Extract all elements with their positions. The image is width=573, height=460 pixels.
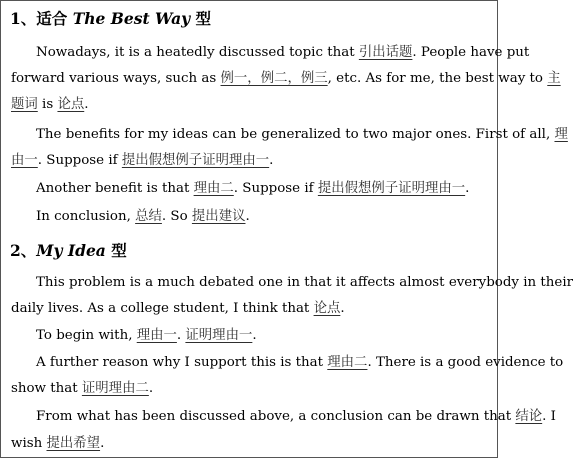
line-text: The benefits for my ideas can be generalized to two major ones. First of all,	[36, 127, 555, 142]
line-text: Another benefit is that	[36, 181, 194, 196]
line-text: This problem is a much debated one in that it affects almost everybody in their	[36, 275, 573, 290]
placeholder-blank: 引出话题	[358, 45, 413, 60]
line-text: .	[465, 181, 470, 196]
section-1-heading-prefix: 1、适合	[10, 9, 68, 28]
line-text: . There is a good evidence to	[367, 355, 564, 370]
placeholder-blank: 题词	[11, 97, 38, 112]
s2-line	[36, 408, 556, 426]
line-text: . Suppose if	[233, 181, 318, 196]
placeholder-blank: 论点	[313, 301, 341, 316]
line-text: is	[37, 97, 58, 112]
line-text: show that	[11, 381, 82, 396]
line-text: forward various ways, such as	[11, 71, 221, 86]
s2-line	[36, 327, 493, 345]
line-text: , etc. As for me, the best way to	[327, 71, 548, 86]
placeholder-blank: 理由二	[327, 355, 368, 370]
placeholder-blank: 提出建议	[191, 209, 246, 224]
section-2-heading-prefix: 2、	[10, 241, 37, 260]
line-text: .	[148, 381, 154, 396]
line-text: In conclusion,	[36, 209, 136, 224]
s1-line	[11, 70, 561, 88]
line-text: .	[340, 301, 345, 316]
line-text: .	[176, 328, 186, 343]
placeholder-blank: 主	[547, 71, 561, 86]
s2-line	[11, 300, 493, 318]
s1-line	[36, 44, 530, 62]
placeholder-blank: 提出假想例子证明理由一	[121, 153, 270, 168]
line-text: .	[252, 328, 257, 343]
line-text: . So	[161, 209, 192, 224]
section-1-heading	[10, 10, 211, 28]
s1-line	[11, 96, 493, 114]
placeholder-blank: 理由一	[136, 328, 177, 343]
line-text: .	[100, 436, 105, 451]
placeholder-blank: 证明理由一	[185, 328, 253, 343]
placeholder-blank: 理	[554, 127, 568, 142]
line-text: From what has been discussed above, a conclusion can be drawn that	[36, 409, 516, 424]
line-text: Nowadays, it is a heatedly discussed topic that	[36, 45, 359, 60]
placeholder-blank: 由一	[11, 153, 38, 168]
section-2-heading-suffix: 型	[111, 241, 127, 260]
line-text: . People have put	[412, 45, 530, 60]
s2-line	[11, 380, 493, 398]
placeholder-blank: 论点	[57, 97, 85, 112]
placeholder-blank: 总结	[135, 209, 162, 224]
placeholder-blank: 提出假想例子证明理由一	[317, 181, 466, 196]
s2-line	[36, 354, 564, 372]
placeholder-blank: 证明理由二	[81, 381, 149, 396]
line-text: .	[245, 209, 250, 224]
line-text: . Suppose if	[37, 153, 122, 168]
line-text: .	[269, 153, 274, 168]
placeholder-blank: 提出希望	[46, 436, 101, 451]
section-2-heading	[10, 242, 127, 260]
placeholder-blank: 理由二	[193, 181, 234, 196]
line-text: A further reason why I support this is that	[36, 355, 328, 370]
s2-line	[11, 435, 493, 453]
section-2-heading-title: My Idea	[36, 241, 106, 260]
placeholder-blank: 例一，例二，例三	[220, 71, 328, 86]
placeholder-blank: 结论	[515, 409, 543, 424]
line-text: .	[84, 97, 89, 112]
line-text: . I	[542, 409, 556, 424]
line-text: wish	[11, 436, 47, 451]
s1-line	[36, 126, 568, 144]
section-1-heading-title: The Best Way	[72, 9, 191, 28]
line-text: daily lives. As a college student, I think that	[11, 301, 314, 316]
s1-line	[36, 208, 493, 226]
s1-line	[36, 180, 493, 198]
s1-line	[11, 152, 493, 170]
section-1-heading-suffix: 型	[195, 9, 212, 28]
s2-line	[36, 274, 573, 292]
line-text: To begin with,	[36, 328, 137, 343]
